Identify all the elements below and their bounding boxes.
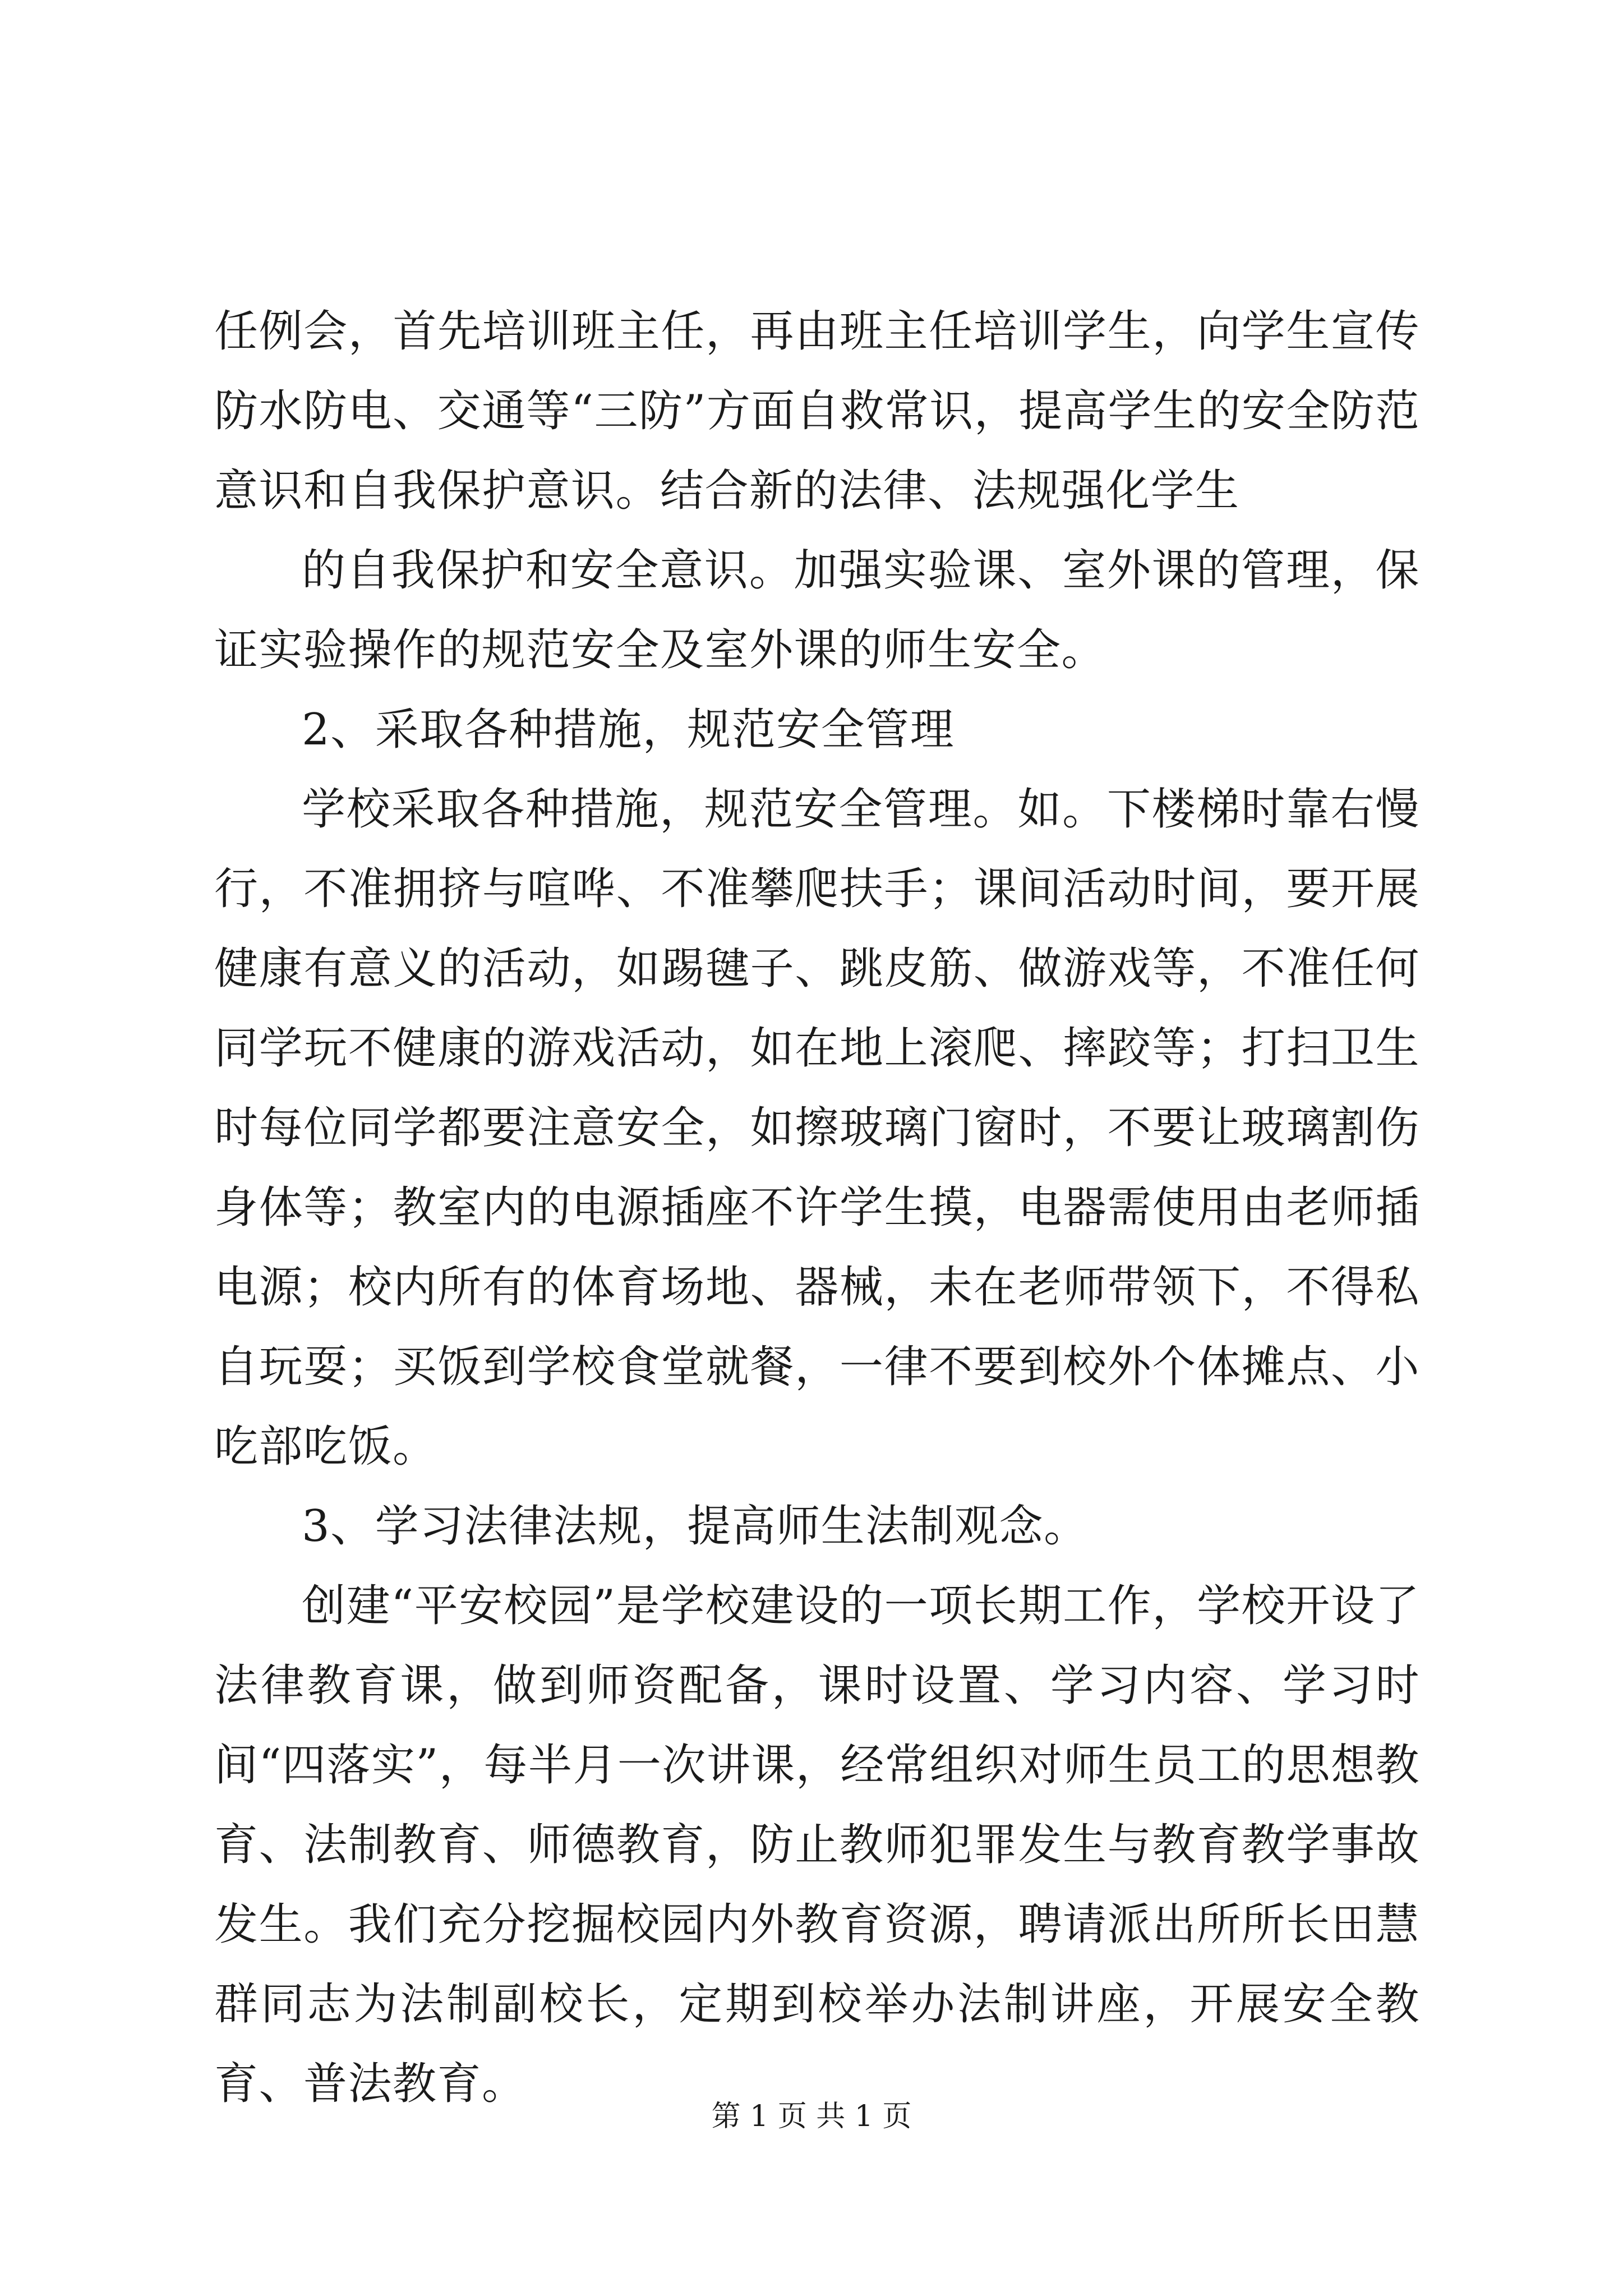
paragraph-3: 学校采取各种措施，规范安全管理。如。下楼梯时靠右慢行，不准拥挤与喧哗、不准攀爬扶手；课间活动时间，要开展健康有意义的活动，如踢毽子、跳皮筋、做游戏等，不准任何同学玩不健康的游戏活动，如在地上滚爬、摔跤等；打扫卫生时每位同学都要注意安全，如擦玻璃门窗时，不要让玻璃割伤身体等；教室内的电源插座不许学生摸，电器需使用由老师插电源；校内所有的体育场地、器械，未在老师带领下，不得私自玩耍；买饭到学校食堂就餐，一律不要到校外个体摊点、小吃部吃饭。 xyxy=(214,784,1420,1472)
document-body xyxy=(214,292,1420,2124)
paragraph-2: 的自我保护和安全意识。加强实验课、室外课的管理，保证实验操作的规范安全及室外课的师生安全。 xyxy=(214,545,1420,675)
section-heading-2: 2、采取各种措施，规范安全管理 xyxy=(302,705,955,755)
paragraph-1: 任例会，首先培训班主任，再由班主任培训学生，向学生宣传防水防电、交通等“三防”方面自救常识，提高学生的安全防范意识和自我保护意识。结合新的法律、法规强化学生 xyxy=(214,306,1420,516)
paragraph-4: 创建“平安校园”是学校建设的一项长期工作，学校开设了法律教育课，做到师资配备，课时设置、学习内容、学习时间“四落实”，每半月一次讲课，经常组织对师生员工的思想教育、法制教育、师德教育，防止教师犯罪发生与教育教学事故发生。我们充分挖掘校园内外教育资源，聘请派出所所长田慧群同志为法制副校长，定期到校举办法制讲座，开展安全教育、普法教育。 xyxy=(214,1581,1420,2109)
page-number-footer: 第 1 页 共 1 页 xyxy=(711,2100,912,2133)
section-heading-3: 3、学习法律法规，提高师生法制观念。 xyxy=(302,1501,1089,1552)
